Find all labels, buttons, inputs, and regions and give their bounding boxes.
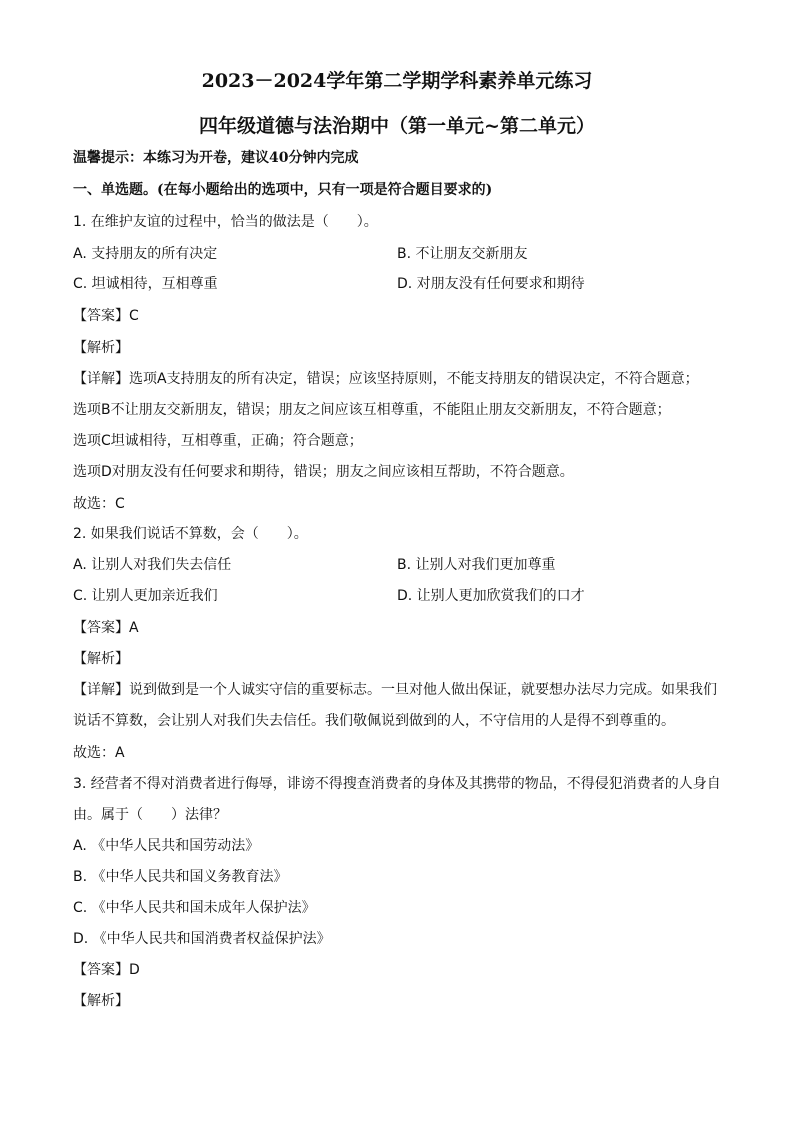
question-1-analysis-label: 【解析】 — [73, 340, 129, 356]
question-1-option-c: C. 坦诚相待，互相尊重 — [73, 276, 218, 292]
question-2-analysis-label: 【解析】 — [73, 651, 129, 667]
document-subtitle: 四年级道德与法治期中（第一单元~第二单元） — [199, 115, 595, 137]
question-3-option-a: A. 《中华人民共和国劳动法》 — [73, 838, 260, 854]
question-2-detail-line: 【详解】说到做到是一个人诚实守信的重要标志。一旦对他人做出保证，就要想办法尽力完成。如果我们 — [73, 682, 717, 698]
question-1-detail-line: 【详解】选项A支持朋友的所有决定，错误；应该坚持原则，不能支持朋友的错误决定，不符合题意； — [73, 371, 699, 387]
question-2-detail-line: 说话不算数，会让别人对我们失去信任。我们敬佩说到做到的人，不守信用的人是得不到尊重的。 — [73, 713, 675, 729]
question-2-stem: 2. 如果我们说话不算数，会（ ）。 — [73, 526, 308, 542]
question-3-option-c: C. 《中华人民共和国未成年人保护法》 — [73, 900, 316, 916]
question-3-analysis-label: 【解析】 — [73, 993, 129, 1009]
question-2-option-b: B. 让别人对我们更加尊重 — [397, 557, 556, 573]
question-3-option-d: D. 《中华人民共和国消费者权益保护法》 — [73, 931, 331, 947]
document-title: 2023－2024学年第二学期学科素养单元练习 — [201, 70, 593, 92]
question-3-answer: 【答案】D — [73, 962, 140, 978]
question-1-option-d: D. 对朋友没有任何要求和期待 — [397, 276, 585, 292]
exam-tip: 温馨提示：本练习为开卷，建议40分钟内完成 — [73, 150, 359, 166]
question-2-option-d: D. 让别人更加欣赏我们的口才 — [397, 588, 585, 604]
question-1-detail-line: 选项D对朋友没有任何要求和期待，错误；朋友之间应该相互帮助，不符合题意。 — [73, 464, 574, 480]
question-2-option-a: A. 让别人对我们失去信任 — [73, 557, 232, 573]
section-heading: 一、单选题。(在每小题给出的选项中，只有一项是符合题目要求的) — [73, 182, 493, 198]
question-2-option-c: C. 让别人更加亲近我们 — [73, 588, 218, 604]
question-1-option-b: B. 不让朋友交新朋友 — [397, 246, 528, 262]
question-2-choice: 故选：A — [73, 745, 125, 761]
question-1-option-a: A. 支持朋友的所有决定 — [73, 246, 218, 262]
question-3-stem-line: 3. 经营者不得对消费者进行侮辱，诽谤不得搜查消费者的身体及其携带的物品，不得侵犯消费者的人身自 — [73, 776, 721, 792]
question-1-choice: 故选：C — [73, 496, 125, 512]
question-3-stem-line: 由。属于（ ）法律？ — [73, 807, 227, 823]
question-3-option-b: B. 《中华人民共和国义务教育法》 — [73, 869, 288, 885]
question-1-answer: 【答案】C — [73, 308, 139, 324]
question-1-stem: 1. 在维护友谊的过程中，恰当的做法是（ ）。 — [73, 214, 378, 230]
question-1-detail-line: 选项C坦诚相待，互相尊重，正确；符合题意； — [73, 433, 363, 449]
question-1-detail-line: 选项B不让朋友交新朋友，错误；朋友之间应该互相尊重，不能阻止朋友交新朋友，不符合题意； — [73, 402, 671, 418]
question-2-answer: 【答案】A — [73, 620, 139, 636]
